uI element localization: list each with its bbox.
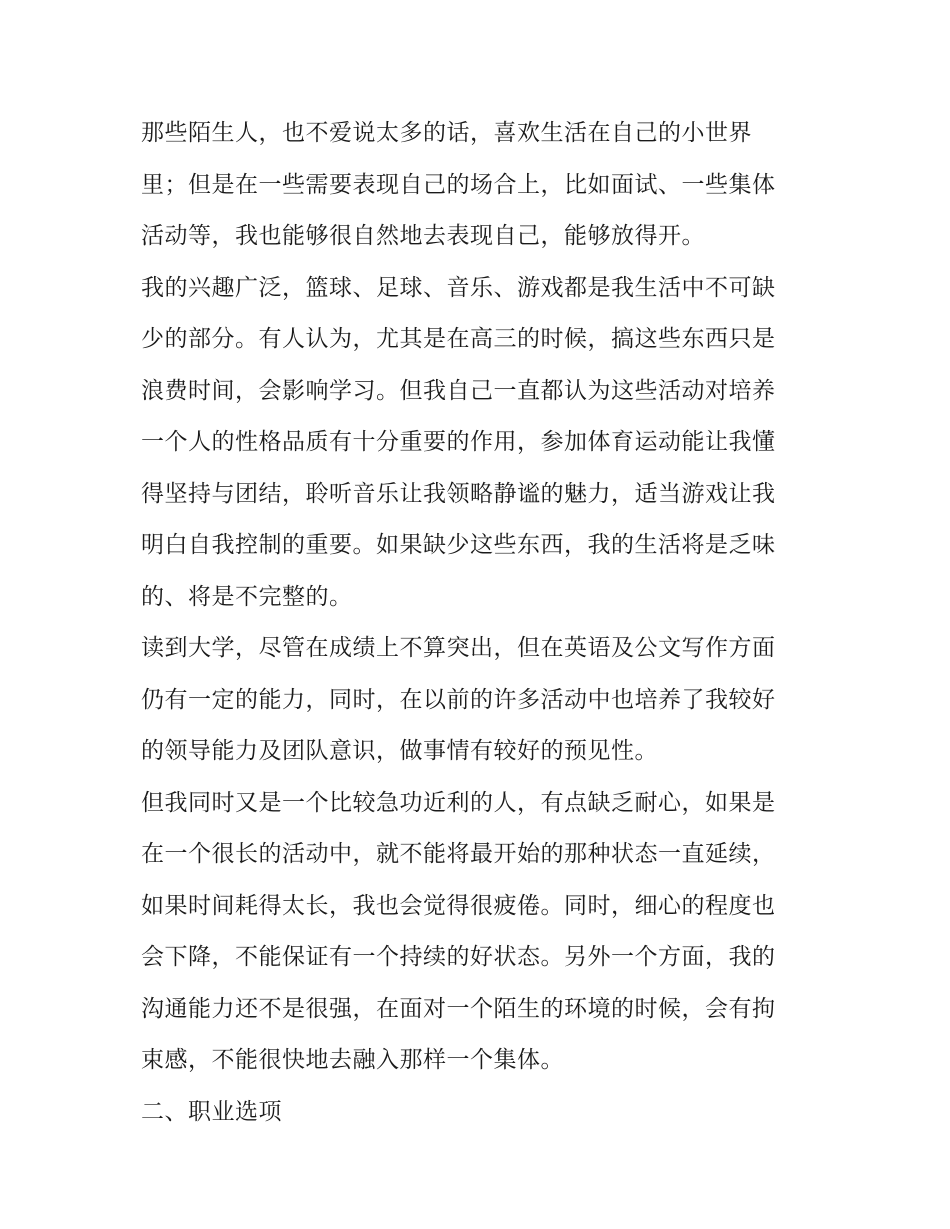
text-line: 会下降，不能保证有一个持续的好状态。另外一个方面，我的 [141,944,776,970]
text-line: 那些陌生人，也不爱说太多的话，喜欢生活在自己的小世界 [141,120,752,146]
text-line: 在一个很长的活动中，就不能将最开始的那种状态一直延续， [141,841,776,867]
text-line: 读到大学，尽管在成绩上不算突出，但在英语及公文写作方面 [141,635,776,661]
text-line: 我的兴趣广泛，篮球、足球、音乐、游戏都是我生活中不可缺 [141,274,776,301]
text-line: 活动等，我也能够很自然地去表现自己，能够放得开。 [141,223,705,249]
text-line: 一个人的性格品质有十分重要的作用，参加体育运动能让我懂 [141,429,776,455]
text-line: 浪费时间，会影响学习。但我自己一直都认为这些活动对培养 [141,377,776,404]
section-heading: 二、职业选项 [141,1098,282,1125]
text-line: 少的部分。有人认为，尤其是在高三的时候，搞这些东西只是 [141,326,776,352]
text-line: 得坚持与团结，聆听音乐让我领略静谧的魅力，适当游戏让我 [141,480,776,507]
text-line: 明白自我控制的重要。如果缺少这些东西，我的生活将是乏味 [141,532,776,558]
text-line: 的领导能力及团队意识，做事情有较好的预见性。 [141,738,658,764]
document-body [141,108,821,1138]
text-line: 但我同时又是一个比较急功近利的人，有点缺乏耐心，如果是 [141,789,776,816]
text-line: 沟通能力还不是很强，在面对一个陌生的环境的时候，会有拘 [141,995,776,1022]
text-line: 如果时间耗得太长，我也会觉得很疲倦。同时，细心的程度也 [141,892,776,919]
text-line: 的、将是不完整的。 [141,583,353,610]
text-line: 里；但是在一些需要表现自己的场合上，比如面试、一些集体 [141,171,776,198]
text-line: 束感，不能很快地去融入那样一个集体。 [141,1047,564,1073]
text-line: 仍有一定的能力，同时，在以前的许多活动中也培养了我较好 [141,686,776,713]
